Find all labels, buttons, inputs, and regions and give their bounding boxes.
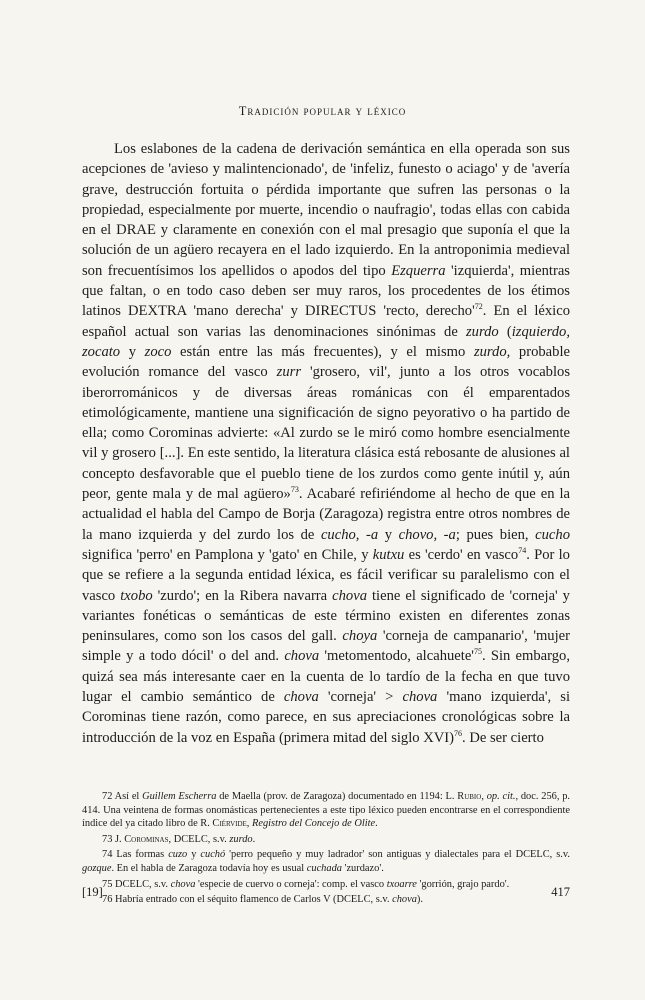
italic-term: zoco <box>144 343 172 360</box>
footnote-ref-74[interactable]: 74 <box>518 546 527 556</box>
text-run: . <box>375 818 378 830</box>
italic-term: zurr <box>276 364 302 381</box>
text-run: . Sin embargo, quizá sea más interesante caer en la cuenta de lo tardío de la fecha en que tuvo lugar el cambio semántico de <box>82 648 571 706</box>
italic-term: cucho <box>535 526 571 543</box>
text-run: y <box>120 343 145 360</box>
text-run: 'metomentodo, alcahuete' <box>319 648 474 665</box>
body-text <box>82 139 570 748</box>
text-run: Los eslabones de la cadena de derivación semántica en ella operada son sus acepciones de 'avieso y malintencionado', de 'infeliz, funesto o aciago' y de 'avería grave, destrucción fortuita o pérdida importante que sufren las personas o la propiedad, especialmente por muerte, incendio o naufragio', todas ellas con cabida en el DRAE y claramente en conexión con el mal presagio que suponía el que la solución de un agüero recayera en el lado izquierdo. En la antroponimia medieval son frecuentísimos los apellidos o apodos del tipo <box>82 141 570 279</box>
italic-term: cuzo <box>168 849 188 861</box>
italic-term: op. cit. <box>486 791 516 802</box>
italic-term: zurdo <box>465 323 499 340</box>
italic-term: chova <box>402 689 438 706</box>
italic-term: cuchó <box>200 849 226 861</box>
text-run: 'perro pequeño y muy ladrador' son antiguas y dialectales para el DCELC, s.v. <box>225 849 570 861</box>
text-run: . De ser cierto <box>462 729 544 746</box>
italic-term: chovo, -a <box>398 526 456 543</box>
footnote-ref-73[interactable]: 73 <box>290 485 299 495</box>
text-run: 'corneja' > <box>318 689 403 706</box>
text-run: 'especie de cuervo o corneja': comp. el vasco <box>195 878 387 890</box>
italic-term: chova <box>332 587 367 604</box>
author-name: L. Rubio <box>445 791 482 802</box>
footnote-ref-72[interactable]: 72 <box>474 302 483 312</box>
italic-term: chova <box>284 648 320 665</box>
footnote-ref-76[interactable]: 76 <box>454 728 463 738</box>
page-number: 417 <box>551 885 570 899</box>
italic-term: cucho, -a <box>320 526 379 543</box>
footnote-76 <box>82 893 570 907</box>
italic-term: Ezquerra <box>391 262 446 279</box>
text-run: están entre las más frecuentes), y el mismo <box>171 343 474 360</box>
text-run: y <box>378 526 399 543</box>
italic-term: izquierdo, zocato <box>82 323 570 360</box>
text-run: 76 Habría entrado con el séquito flamenco de Carlos V (DCELC, s.v. <box>102 894 393 906</box>
text-run: . Por lo que se refiere a la segunda entidad léxica, es fácil verificar su paralelismo con el vasco <box>82 546 570 604</box>
italic-term: txobo <box>120 587 153 604</box>
text-run: tiene el significado de 'corneja' y variantes fonéticas o semánticas de este término existen en diferentes zonas peninsulares, como son los casos del gall. <box>82 587 570 645</box>
footnotes <box>82 790 570 909</box>
text-run: probable evolución romance del vasco <box>82 343 570 381</box>
italic-term: txoarre <box>386 878 417 890</box>
italic-term: choya <box>342 628 378 645</box>
text-run: 72 Así el <box>102 791 143 802</box>
text-run: y <box>187 849 201 861</box>
text-run: . Acabaré refiriéndome al hecho de que en la actualidad el habla del Campo de Borja (Zaragoza) registra entre otros nombres de la mano izquierda y del zurdo los de <box>82 486 571 543</box>
text-run: . En el habla de Zaragoza todavía hoy es usual <box>111 862 307 874</box>
footnote-73 <box>82 833 570 847</box>
text-run: significa 'perro' en Pamplona y 'gato' en Chile, y <box>82 546 373 563</box>
text-run: 'mano izquierda', si Corominas tiene razón, como parece, en sus apreciaciones cronológicas sobre la introducción de la voz en España (primera mitad del siglo XVI) <box>82 689 571 746</box>
author-name: J. Corominas <box>115 833 169 845</box>
text-run: 74 Las formas <box>102 849 169 861</box>
text-run: es 'cerdo' en vasco <box>404 546 519 563</box>
italic-term: zurdo <box>229 833 253 845</box>
body-paragraph <box>82 139 570 748</box>
text-run: ( <box>498 323 512 340</box>
text-run: 73 <box>102 833 115 845</box>
footnote-75 <box>82 878 570 892</box>
text-run: , DCELC, s.v. <box>168 833 230 845</box>
text-run: de Maella (prov. de Zaragoza) documentado en 1194: <box>216 791 446 802</box>
author-name: R. Ciérvide <box>200 818 247 830</box>
text-run: 'zurdo'; en la Ribera navarra <box>152 587 333 604</box>
footnote-74 <box>82 848 570 875</box>
section-number: [19] <box>82 885 103 899</box>
text-run: . En el léxico español actual son varias las denominaciones sinónimas de <box>82 303 570 340</box>
text-run: 'gorrión, grajo pardo'. <box>416 878 510 890</box>
text-run: . <box>252 833 256 845</box>
footnote-ref-75[interactable]: 75 <box>473 647 482 657</box>
text-run: ). <box>416 894 423 906</box>
footnote-72 <box>82 790 570 831</box>
text-run: 75 DCELC, s.v. <box>102 878 171 890</box>
text-run: , <box>246 818 252 830</box>
italic-term: Guillem Escherra <box>142 791 217 802</box>
italic-term: chova <box>283 689 319 706</box>
italic-term: cuchada <box>306 862 342 874</box>
running-head: Tradición popular y léxico <box>238 104 407 118</box>
text-run: ; pues bien, <box>455 526 536 543</box>
italic-term: Registro del Concejo de Olite <box>252 818 376 830</box>
italic-term: chova <box>392 894 417 906</box>
italic-term: kutxu <box>372 546 405 563</box>
italic-term: chova <box>170 878 196 890</box>
text-run: 'grosero, vil', junto a los otros vocablos iberorrománicos y de diversas áreas románicas con él emparentados etimológicamente, mantiene una significación de signo peyorativo o ha partido de ella; como Corominas advierte: «Al zurdo se le miró como hombre esencialmente vil y grosero [...]. En este sentido, la literatura clásica está rebosante de alusiones al concepto desfavorable que el pueblo tiene de los zurdos como gente inútil y, aún peor, gente mala y de mal agüero» <box>82 364 571 503</box>
text-run: 'zurdazo'. <box>341 862 384 874</box>
text-run: , doc. 256, p. 414. Una veintena de formas onomásticas pertenecientes a este tipo léxico pueden encontrarse en el correspondiente índice del ya citado libro de <box>82 791 571 830</box>
text-run: 'izquierda', mientras que faltan, o en todo caso deben ser muy raros, los procedentes de los étimos latinos DEXTRA 'mano derecha' y DIRECTUS 'recto, derecho' <box>82 262 570 320</box>
text-run: , <box>481 791 487 802</box>
text-run: 'corneja de campanario', 'mujer simple y a todo dócil' o del and. <box>82 628 570 665</box>
italic-term: zurdo, <box>473 343 511 360</box>
italic-term: gozque <box>82 862 112 874</box>
